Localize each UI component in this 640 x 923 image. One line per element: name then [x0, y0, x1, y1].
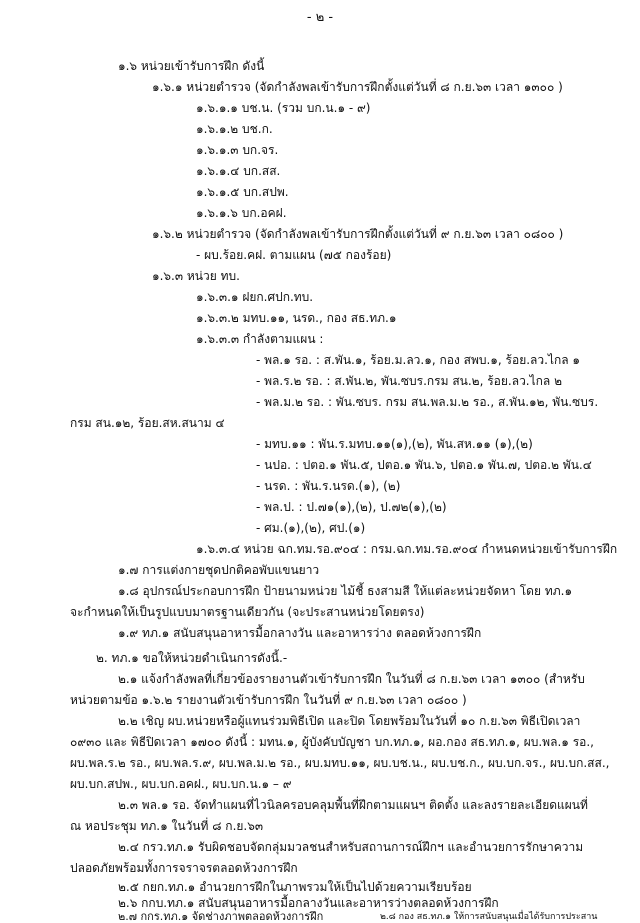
section-1-7: ๑.๗ การแต่งกายชุดปกติคอพับแขนยาว [118, 563, 320, 577]
section-1-6-1-5: ๑.๖.๑.๕ บก.สปพ. [196, 185, 289, 199]
force-item-line: - มทบ.๑๑ : พัน.ร.มทบ.๑๑(๑),(๒), พัน.สห.๑๑ (๑),(๒) [256, 437, 533, 451]
section-1-6-1: ๑.๖.๑ หน่วยตำรวจ (จัดกำลังพลเข้ารับการฝึกตั้งแต่วันที่ ๘ ก.ย.๖๓ เวลา ๑๓๐๐ ) [152, 80, 563, 94]
section-2-3: ๒.๓ พล.๑ รอ. จัดทำแผนที่ไวนิลครอบคลุมพื้นที่ฝึกตามแผนฯ ติดตั้ง และลงรายละเอียดแผนที่ [118, 798, 588, 812]
force-item-line: - พล.ป. : ป.๗๑(๑),(๒), ป.๗๒(๑),(๒) [256, 500, 447, 514]
section-1-6-1-3: ๑.๖.๑.๓ บก.จร. [196, 143, 279, 157]
section-1-8-continuation: จะกำหนดให้เป็นรูปแบบมาตรฐานเดียวกัน (จะประสานหน่วยโดยตรง) [70, 605, 425, 619]
section-2-4: ๒.๔ กรว.ทภ.๑ รับผิดชอบจัดกลุ่มมวลชนสำหรับสถานการณ์ฝึกฯ และอำนวยการรักษาความ [118, 840, 584, 854]
section-1-6-1-6: ๑.๖.๑.๖ บก.อคฝ. [196, 206, 287, 220]
section-2-2-continuation: ผบ.บก.สปพ., ผบ.บก.อคฝ., ผบ.บก.น.๑ – ๙ [70, 777, 292, 791]
section-1-6-1-2: ๑.๖.๑.๒ บช.ก. [196, 122, 273, 136]
section-2-2-continuation: ๐๙๓๐ และ พิธีปิดเวลา ๑๗๐๐ ดังนี้ : มทน.๑, ผู้บังคับบัญชา บก.ทภ.๑, ผอ.กอง สธ.ทภ.๑, ผบ.พล.๑ รอ., [70, 735, 594, 749]
section-2-5: ๒.๕ กยก.ทภ.๑ อำนวยการฝึกในภาพรวมให้เป็นไปด้วยความเรียบร้อย [118, 880, 472, 894]
page-number: - ๒ - [306, 10, 334, 25]
section-2-7: ๒.๗ กกร.ทภ.๑ จัดช่างภาพตลอดห้วงการฝึก [118, 910, 324, 923]
section-1-6-1-1: ๑.๖.๑.๑ บช.น. (รวม บก.น.๑ - ๙) [196, 101, 371, 115]
section-1-6-1-4: ๑.๖.๑.๔ บก.สส. [196, 164, 281, 178]
section-1-6-3-1: ๑.๖.๓.๑ ฝยก.ศปก.ทบ. [196, 290, 314, 304]
section-1-6-3: ๑.๖.๓ หน่วย ทบ. [152, 269, 240, 283]
section-1-6-3-4: ๑.๖.๓.๔ หน่วย ฉก.ทม.รอ.๙๐๔ : กรม.ฉก.ทม.รอ.๙๐๔ กำหนดหน่วยเข้ารับการฝึก [196, 542, 618, 556]
section-2-8: ๒.๘ กอง สธ.ทภ.๑ ให้การสนับสนุนเมื่อได้รับการประสาน [380, 912, 598, 922]
section-1-6-heading: ๑.๖ หน่วยเข้ารับการฝึก ดังนี้ [118, 59, 265, 73]
section-2-4-continuation: ปลอดภัยพร้อมทั้งการจราจรตลอดห้วงการฝึก [70, 861, 298, 875]
section-2-2: ๒.๒ เชิญ ผบ.หน่วยหรือผู้แทนร่วมพิธีเปิด และปิด โดยพร้อมในวันที่ ๑๐ ก.ย.๖๓ พิธีเปิดเวลา [118, 714, 581, 728]
section-1-6-3-2: ๑.๖.๓.๒ มทบ.๑๑, นรด., กอง สธ.ทภ.๑ [196, 311, 397, 325]
section-1-6-2: ๑.๖.๒ หน่วยตำรวจ (จัดกำลังพลเข้ารับการฝึกตั้งแต่วันที่ ๙ ก.ย.๖๓ เวลา ๐๘๐๐ ) [152, 227, 564, 241]
section-1-9: ๑.๙ ทภ.๑ สนับสนุนอาหารมื้อกลางวัน และอาหารว่าง ตลอดห้วงการฝึก [118, 626, 482, 640]
section-2-2-continuation: ผบ.พล.ร.๒ รอ., ผบ.พล.ร.๙, ผบ.พล.ม.๒ รอ., ผบ.มทบ.๑๑, ผบ.บช.น., ผบ.บช.ก., ผบ.บก.จร., ผบ.บก.สส., [70, 756, 610, 770]
section-2-1: ๒.๑ แจ้งกำลังพลที่เกี่ยวข้องรายงานตัวเข้ารับการฝึก ในวันที่ ๘ ก.ย.๖๓ เวลา ๑๓๐๐ (สำหรับ [118, 672, 585, 686]
section-2-heading: ๒. ทภ.๑ ขอให้หน่วยดำเนินการดังนี้.- [96, 651, 288, 665]
force-item-line: - พล.๑ รอ. : ส.พัน.๑, ร้อย.ม.ลว.๑, กอง สพบ.๑, ร้อย.ลว.ไกล ๑ [256, 353, 581, 367]
section-2-6: ๒.๖ กกบ.ทภ.๑ สนับสนุนอาหารมื้อกลางวันและอาหารว่างตลอดห้วงการฝึก [118, 896, 499, 910]
section-1-8: ๑.๘ อุปกรณ์ประกอบการฝึก ป้ายนามหน่วย ไม้ชี้ ธงสามสี ให้แต่ละหน่วยจัดหา โดย ทภ.๑ [118, 584, 573, 598]
section-1-6-2-detail: - ผบ.ร้อย.คฝ. ตามแผน (๗๕ กองร้อย) [196, 248, 392, 262]
force-item-continuation: กรม สน.๑๒, ร้อย.สห.สนาม ๔ [70, 416, 225, 430]
section-2-3-continuation: ณ หอประชุม ทภ.๑ ในวันที่ ๘ ก.ย.๖๓ [70, 819, 264, 833]
section-1-6-3-3: ๑.๖.๓.๓ กำลังตามแผน : [196, 332, 324, 346]
force-item-line: - พล.ม.๒ รอ. : พัน.ซบร. กรม สน.พล.ม.๒ รอ., ส.พัน.๑๒, พัน.ซบร. [256, 395, 599, 409]
force-item-line: - นรด. : พัน.ร.นรด.(๑), (๒) [256, 479, 401, 493]
force-item-line: - พล.ร.๒ รอ. : ส.พัน.๒, พัน.ซบร.กรม สน.๒, ร้อย.ลว.ไกล ๒ [256, 374, 562, 388]
force-item-line: - นปอ. : ปตอ.๑ พัน.๕, ปตอ.๑ พัน.๖, ปตอ.๑ พัน.๗, ปตอ.๒ พัน.๔ [256, 458, 592, 472]
section-2-1-continuation: หน่วยตามข้อ ๑.๖.๒ รายงานตัวเข้ารับการฝึก ในวันที่ ๙ ก.ย.๖๓ เวลา ๐๘๐๐ ) [70, 693, 467, 707]
force-item-line: - ศม.(๑),(๒), ศป.(๑) [256, 521, 366, 535]
